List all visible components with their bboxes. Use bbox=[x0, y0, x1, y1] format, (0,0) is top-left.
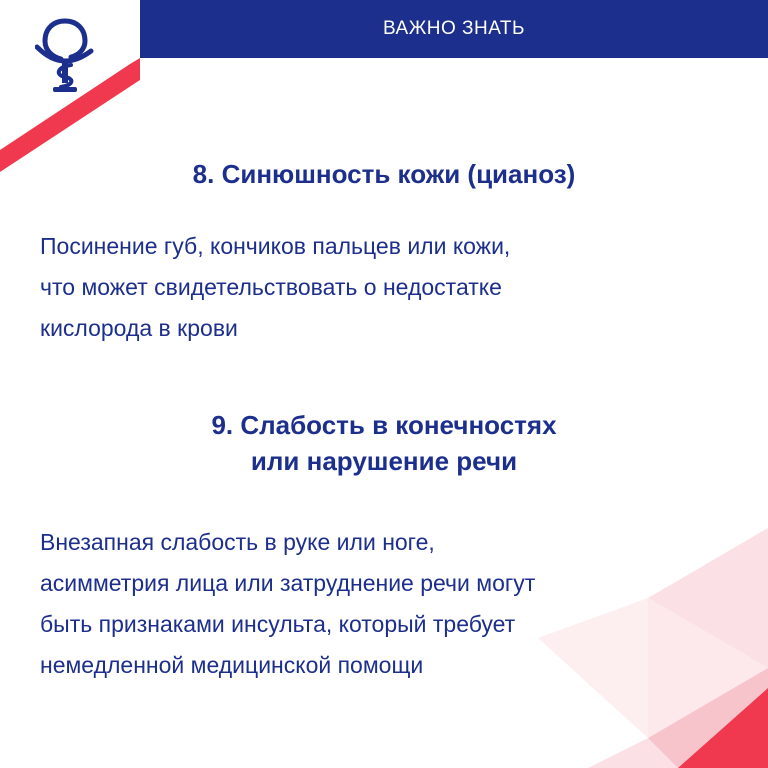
section-9-heading bbox=[0, 407, 768, 479]
text-line: асимметрия лица или затруднение речи могут bbox=[40, 570, 536, 596]
header-title: ВАЖНО ЗНАТЬ bbox=[383, 18, 525, 39]
text-line: немедленной медицинской помощи bbox=[40, 652, 424, 678]
section-9-text bbox=[40, 522, 720, 686]
section-8-text bbox=[40, 226, 720, 349]
heading-line: или нарушение речи bbox=[250, 446, 518, 476]
bowl-of-hygieia-icon bbox=[35, 17, 95, 95]
text-line: что может свидетельствовать о недостатке bbox=[40, 274, 502, 300]
text-line: быть признаками инсульта, который требует bbox=[40, 611, 516, 637]
heading-line: 9. Слабость в конечностях bbox=[211, 410, 557, 440]
heading-line: 8. Синюшность кожи (цианоз) bbox=[192, 159, 576, 189]
section-8-heading bbox=[0, 156, 768, 192]
text-line: Посинение губ, кончиков пальцев или кожи, bbox=[40, 233, 511, 259]
text-line: Внезапная слабость в руке или ноге, bbox=[40, 529, 435, 555]
text-line: кислорода в крови bbox=[40, 315, 238, 341]
